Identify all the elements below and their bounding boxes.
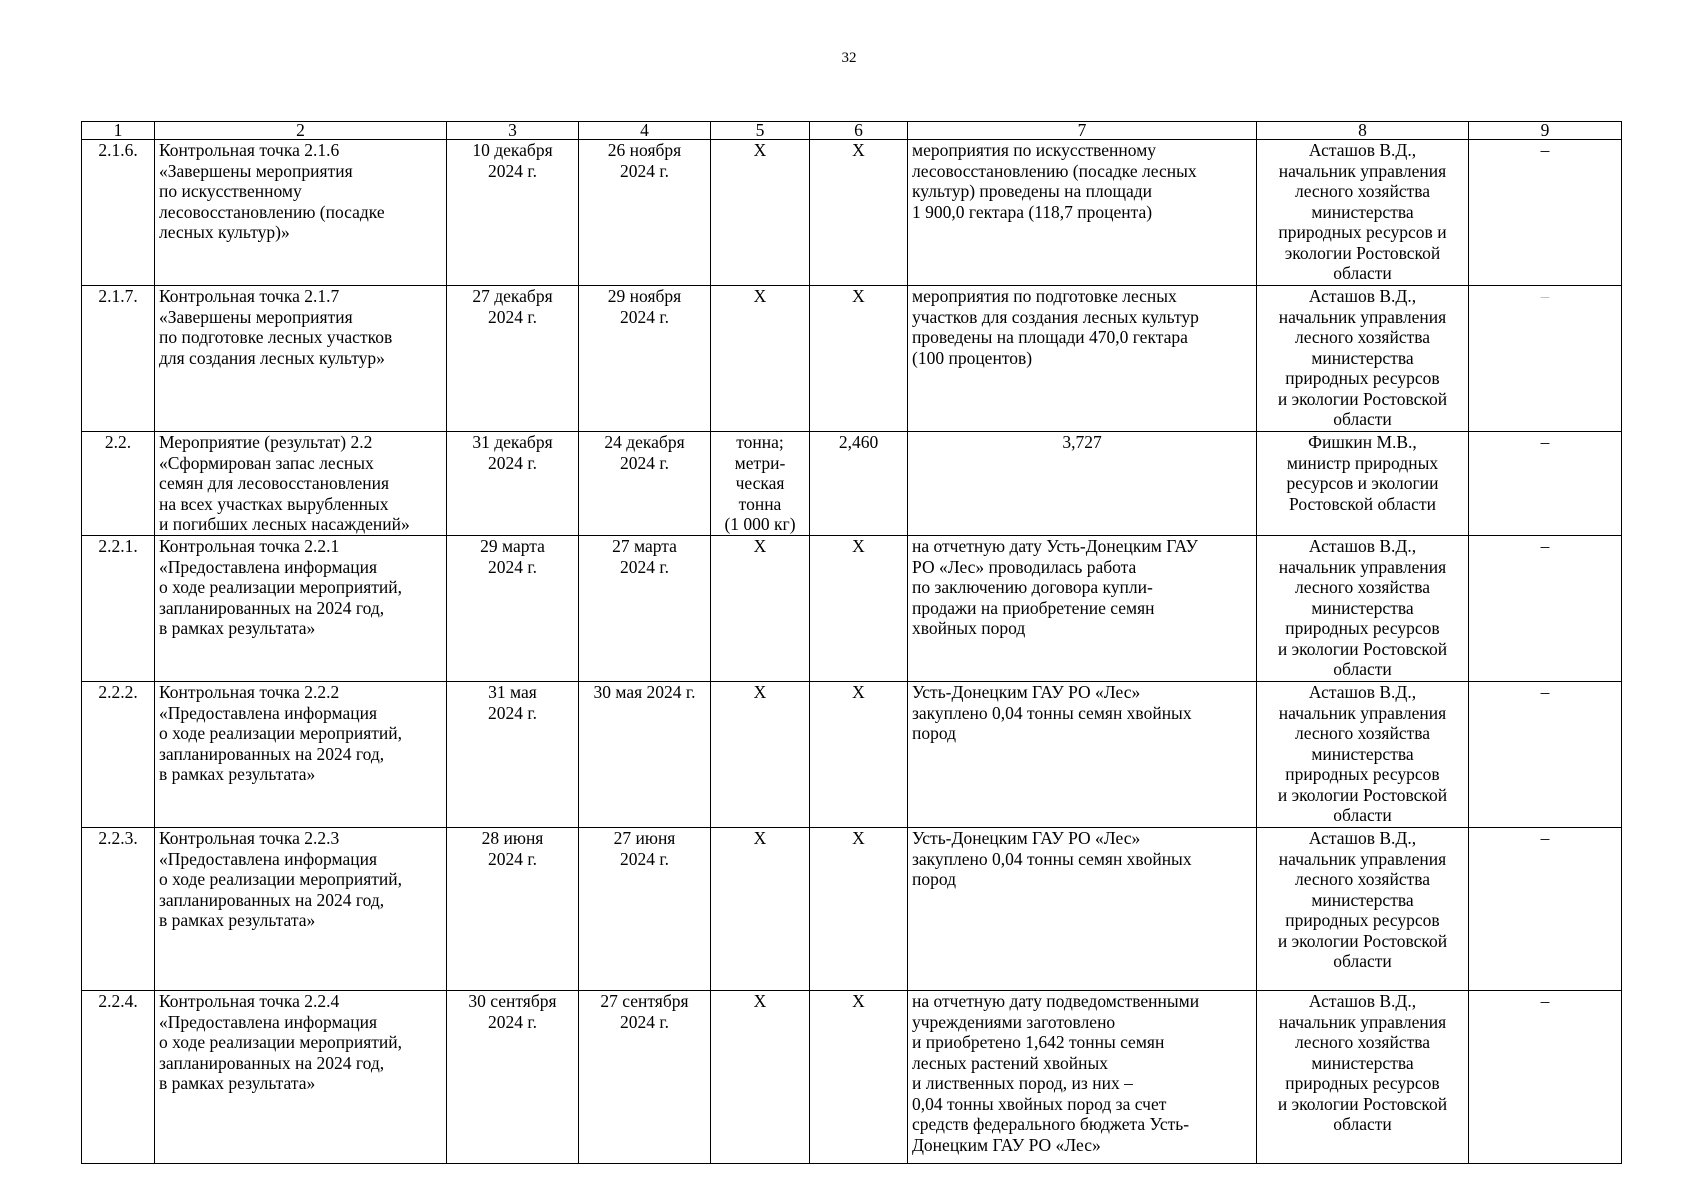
- cell-text-line: и приобретено 1,642 тонны семян: [912, 1032, 1165, 1052]
- cell-text-line: лесного хозяйства: [1294, 577, 1431, 597]
- cell-text-line: 2024 г.: [488, 702, 537, 723]
- unit-cell: [711, 432, 810, 536]
- table-row: [82, 991, 1622, 1164]
- responsible-cell: [1257, 536, 1469, 682]
- responsible-cell: [1257, 682, 1469, 828]
- plan-date-cell: [447, 991, 579, 1164]
- cell-text-line: природных ресурсов: [1285, 910, 1440, 930]
- cell-text-line: запланированных на 2024 год,: [159, 743, 385, 764]
- cell-text-line: области: [1333, 951, 1392, 971]
- cell-text-line: Асташов В.Д.,: [1308, 682, 1417, 702]
- cell-text-line: лесовосстановлению (посадке лесных: [912, 160, 1197, 181]
- column-number: 7: [908, 122, 1257, 140]
- item-name-cell: [155, 682, 447, 828]
- unit-cell: [711, 828, 810, 991]
- value-cell: Х: [810, 828, 908, 991]
- fact-date-cell: [579, 286, 711, 432]
- cell-text-line: 2024 г.: [488, 556, 537, 577]
- cell-text-line: лесного хозяйства: [1294, 1032, 1431, 1052]
- cell-text-line: Х: [753, 991, 767, 1011]
- cell-text-line: лесного хозяйства: [1294, 327, 1431, 347]
- cell-text-line: 3,727: [1062, 432, 1102, 452]
- cell-text-line: пород: [912, 723, 957, 743]
- cell-text-line: и экологии Ростовской: [1277, 638, 1448, 659]
- note-cell: –: [1469, 286, 1622, 432]
- column-number: 8: [1257, 122, 1469, 140]
- cell-text-line: по искусственному: [159, 181, 302, 201]
- cell-text-line: лесовосстановлению (посадке: [159, 201, 385, 222]
- cell-text-line: 2024 г.: [620, 452, 669, 473]
- cell-text-line: 2024 г.: [620, 306, 669, 327]
- responsible-cell: [1257, 140, 1469, 286]
- cell-text-line: области: [1333, 409, 1392, 429]
- cell-text-line: 31 мая: [488, 682, 537, 702]
- row-number-cell: 2.2.4.: [82, 991, 155, 1164]
- cell-text-line: Контрольная точка 2.2.4: [159, 991, 340, 1011]
- cell-text-line: Асташов В.Д.,: [1308, 140, 1417, 160]
- plan-date-cell: [447, 286, 579, 432]
- cell-text-line: 27 декабря: [472, 286, 553, 306]
- cell-text-line: 27 марта: [612, 536, 677, 556]
- cell-text-line: ческая: [735, 473, 785, 493]
- cell-text-line: природных ресурсов: [1285, 368, 1440, 388]
- cell-text-line: на отчетную дату подведомственными: [912, 991, 1200, 1011]
- row-number-cell: 2.2.1.: [82, 536, 155, 682]
- cell-text-line: 2024 г.: [620, 556, 669, 577]
- cell-text-line: министр природных: [1286, 452, 1439, 473]
- cell-text-line: о ходе реализации мероприятий,: [159, 869, 403, 889]
- cell-text-line: «Завершены мероприятия: [159, 160, 353, 181]
- cell-text-line: 2024 г.: [620, 160, 669, 181]
- cell-text-line: о ходе реализации мероприятий,: [159, 1032, 403, 1052]
- fact-date-cell: [579, 991, 711, 1164]
- plan-date-cell: [447, 140, 579, 286]
- cell-text-line: Контрольная точка 2.2.2: [159, 682, 340, 702]
- cell-text-line: закуплено 0,04 тонны семян хвойных: [912, 848, 1192, 869]
- cell-text-line: Контрольная точка 2.2.1: [159, 536, 340, 556]
- cell-text-line: 2024 г.: [488, 160, 537, 181]
- cell-text-line: Усть-Донецким ГАУ РО «Лес»: [912, 682, 1141, 702]
- cell-text-line: начальник управления: [1278, 1011, 1447, 1032]
- responsible-cell: [1257, 991, 1469, 1164]
- cell-text-line: Х: [753, 828, 767, 848]
- cell-text-line: хвойных пород: [912, 618, 1026, 638]
- item-name-cell: [155, 991, 447, 1164]
- plan-date-cell: [447, 536, 579, 682]
- cell-text-line: 24 декабря: [604, 432, 685, 452]
- cell-text-line: и экологии Ростовской: [1277, 388, 1448, 409]
- plan-date-cell: [447, 828, 579, 991]
- cell-text-line: 2024 г.: [488, 452, 537, 473]
- unit-cell: [711, 140, 810, 286]
- cell-text-line: по подготовке лесных участков: [159, 327, 393, 347]
- item-name-cell: [155, 828, 447, 991]
- cell-text-line: 10 декабря: [472, 140, 553, 160]
- cell-text-line: 26 ноября: [607, 140, 682, 160]
- cell-text-line: 27 июня: [613, 828, 676, 848]
- note-cell: –: [1469, 432, 1622, 536]
- cell-text-line: Х: [753, 536, 767, 556]
- cell-text-line: 31 декабря: [472, 432, 553, 452]
- table-row: [82, 286, 1622, 432]
- column-number: 6: [810, 122, 908, 140]
- item-name-cell: [155, 140, 447, 286]
- cell-text-line: министерства: [1311, 347, 1414, 368]
- row-number-cell: 2.2.3.: [82, 828, 155, 991]
- value-cell: Х: [810, 991, 908, 1164]
- cell-text-line: в рамках результата»: [159, 1073, 316, 1093]
- cell-text-line: лесных растений хвойных: [912, 1052, 1109, 1073]
- cell-text-line: Асташов В.Д.,: [1308, 828, 1417, 848]
- cell-text-line: 30 сентября: [468, 991, 557, 1011]
- unit-cell: [711, 682, 810, 828]
- cell-text-line: «Предоставлена информация: [159, 702, 378, 723]
- table-row: [82, 140, 1622, 286]
- item-name-cell: [155, 432, 447, 536]
- cell-text-line: Х: [753, 140, 767, 160]
- unit-cell: [711, 991, 810, 1164]
- cell-text-line: и лиственных пород, из них –: [912, 1073, 1133, 1093]
- responsible-cell: [1257, 432, 1469, 536]
- note-cell: –: [1469, 991, 1622, 1164]
- cell-text-line: «Сформирован запас лесных: [159, 452, 374, 473]
- row-number-cell: 2.1.7.: [82, 286, 155, 432]
- cell-text-line: тонна: [738, 493, 782, 514]
- note-cell: –: [1469, 682, 1622, 828]
- cell-text-line: 2024 г.: [488, 1011, 537, 1032]
- cell-text-line: начальник управления: [1278, 848, 1447, 869]
- note-cell: –: [1469, 536, 1622, 682]
- cell-text-line: «Предоставлена информация: [159, 1011, 378, 1032]
- page-number: 32: [841, 50, 857, 66]
- cell-text-line: 2024 г.: [620, 848, 669, 869]
- cell-text-line: министерства: [1311, 201, 1414, 222]
- fact-date-cell: [579, 536, 711, 682]
- cell-text-line: о ходе реализации мероприятий,: [159, 723, 403, 743]
- plan-date-cell: [447, 682, 579, 828]
- unit-cell: [711, 286, 810, 432]
- plan-date-cell: [447, 432, 579, 536]
- cell-text-line: Х: [753, 286, 767, 306]
- value-cell: Х: [810, 682, 908, 828]
- cell-text-line: начальник управления: [1278, 160, 1447, 181]
- result-cell: [908, 682, 1257, 828]
- cell-text-line: области: [1333, 263, 1392, 283]
- cell-text-line: Контрольная точка 2.1.7: [159, 286, 340, 306]
- cell-text-line: ресурсов и экологии: [1286, 473, 1439, 493]
- fact-date-cell: [579, 828, 711, 991]
- table-row: [82, 682, 1622, 828]
- cell-text-line: пород: [912, 869, 957, 889]
- column-number: 1: [82, 122, 155, 140]
- value-cell: 2,460: [810, 432, 908, 536]
- fact-date-cell: [579, 682, 711, 828]
- responsible-cell: [1257, 828, 1469, 991]
- cell-text-line: области: [1333, 1114, 1392, 1134]
- cell-text-line: в рамках результата»: [159, 764, 316, 784]
- note-cell: –: [1469, 140, 1622, 286]
- cell-text-line: природных ресурсов и: [1278, 222, 1447, 242]
- table-row: [82, 828, 1622, 991]
- cell-text-line: 29 марта: [480, 536, 545, 556]
- cell-text-line: области: [1333, 805, 1392, 825]
- cell-text-line: Контрольная точка 2.2.3: [159, 828, 340, 848]
- cell-text-line: по заключению договора купли-: [912, 577, 1153, 597]
- cell-text-line: министерства: [1311, 1052, 1414, 1073]
- cell-text-line: и погибших лесных насаждений»: [159, 514, 410, 534]
- column-number: 9: [1469, 122, 1622, 140]
- cell-text-line: семян для лесовосстановления: [159, 473, 390, 493]
- cell-text-line: Асташов В.Д.,: [1308, 536, 1417, 556]
- cell-text-line: (100 процентов): [912, 347, 1033, 368]
- cell-text-line: запланированных на 2024 год,: [159, 889, 385, 910]
- cell-text-line: в рамках результата»: [159, 910, 316, 930]
- value-cell: Х: [810, 140, 908, 286]
- cell-text-line: 2024 г.: [620, 1011, 669, 1032]
- cell-text-line: Донецким ГАУ РО «Лес»: [912, 1134, 1101, 1155]
- cell-text-line: на всех участках вырубленных: [159, 493, 389, 514]
- cell-text-line: лесного хозяйства: [1294, 181, 1431, 201]
- column-number-row: [82, 122, 1622, 140]
- cell-text-line: РО «Лес» проводилась работа: [912, 556, 1137, 577]
- fact-date-cell: [579, 432, 711, 536]
- result-cell: [908, 991, 1257, 1164]
- cell-text-line: Фишкин М.В.,: [1308, 432, 1417, 452]
- cell-text-line: лесного хозяйства: [1294, 869, 1431, 889]
- item-name-cell: [155, 536, 447, 682]
- fact-date-cell: [579, 140, 711, 286]
- column-number: 4: [579, 122, 711, 140]
- cell-text-line: 2024 г.: [488, 306, 537, 327]
- result-cell: [908, 140, 1257, 286]
- cell-text-line: Ростовской области: [1289, 493, 1436, 514]
- cell-text-line: министерства: [1311, 743, 1414, 764]
- cell-text-line: учреждениями заготовлено: [912, 1011, 1116, 1032]
- cell-text-line: лесного хозяйства: [1294, 723, 1431, 743]
- cell-text-line: запланированных на 2024 год,: [159, 597, 385, 618]
- cell-text-line: на отчетную дату Усть-Донецким ГАУ: [912, 536, 1198, 556]
- cell-text-line: проведены на площади 470,0 гектара: [912, 327, 1188, 347]
- column-number: 5: [711, 122, 810, 140]
- table-row: [82, 432, 1622, 536]
- cell-text-line: природных ресурсов: [1285, 618, 1440, 638]
- cell-text-line: природных ресурсов: [1285, 1073, 1440, 1093]
- cell-text-line: для создания лесных культур»: [159, 347, 385, 368]
- cell-text-line: и экологии Ростовской: [1277, 930, 1448, 951]
- result-cell: [908, 536, 1257, 682]
- row-number-cell: 2.2.2.: [82, 682, 155, 828]
- cell-text-line: 27 сентября: [600, 991, 689, 1011]
- cell-text-line: природных ресурсов: [1285, 764, 1440, 784]
- cell-text-line: Контрольная точка 2.1.6: [159, 140, 340, 160]
- result-cell: [908, 286, 1257, 432]
- note-cell: –: [1469, 828, 1622, 991]
- cell-text-line: 28 июня: [481, 828, 544, 848]
- cell-text-line: начальник управления: [1278, 556, 1447, 577]
- cell-text-line: министерства: [1311, 889, 1414, 910]
- cell-text-line: мероприятия по искусственному: [912, 140, 1157, 160]
- cell-text-line: мероприятия по подготовке лесных: [912, 286, 1177, 306]
- value-cell: Х: [810, 536, 908, 682]
- cell-text-line: и экологии Ростовской: [1277, 1093, 1448, 1114]
- cell-text-line: лесных культур)»: [159, 222, 290, 242]
- cell-text-line: «Предоставлена информация: [159, 556, 378, 577]
- unit-cell: [711, 536, 810, 682]
- report-table: [81, 121, 1622, 1164]
- cell-text-line: «Завершены мероприятия: [159, 306, 353, 327]
- column-number: 3: [447, 122, 579, 140]
- row-number-cell: 2.2.: [82, 432, 155, 536]
- value-cell: Х: [810, 286, 908, 432]
- cell-text-line: продажи на приобретение семян: [912, 597, 1155, 618]
- column-number: 2: [155, 122, 447, 140]
- cell-text-line: культур) проведены на площади: [912, 181, 1153, 201]
- cell-text-line: Асташов В.Д.,: [1308, 991, 1417, 1011]
- cell-text-line: Асташов В.Д.,: [1308, 286, 1417, 306]
- result-cell: [908, 432, 1257, 536]
- cell-text-line: «Предоставлена информация: [159, 848, 378, 869]
- result-cell: [908, 828, 1257, 991]
- cell-text-line: Мероприятие (результат) 2.2: [159, 432, 373, 452]
- cell-text-line: закуплено 0,04 тонны семян хвойных: [912, 702, 1192, 723]
- cell-text-line: о ходе реализации мероприятий,: [159, 577, 403, 597]
- cell-text-line: и экологии Ростовской: [1277, 784, 1448, 805]
- cell-text-line: 29 ноября: [607, 286, 682, 306]
- cell-text-line: области: [1333, 659, 1392, 679]
- cell-text-line: 0,04 тонны хвойных пород за счет: [912, 1093, 1167, 1114]
- cell-text-line: Усть-Донецким ГАУ РО «Лес»: [912, 828, 1141, 848]
- cell-text-line: тонна;: [736, 432, 784, 452]
- cell-text-line: участков для создания лесных культур: [912, 306, 1199, 327]
- cell-text-line: (1 000 кг): [724, 514, 796, 534]
- cell-text-line: начальник управления: [1278, 306, 1447, 327]
- cell-text-line: министерства: [1311, 597, 1414, 618]
- item-name-cell: [155, 286, 447, 432]
- cell-text-line: 30 мая 2024 г.: [593, 682, 696, 702]
- cell-text-line: в рамках результата»: [159, 618, 316, 638]
- cell-text-line: экологии Ростовской: [1284, 242, 1441, 263]
- row-number-cell: 2.1.6.: [82, 140, 155, 286]
- cell-text-line: запланированных на 2024 год,: [159, 1052, 385, 1073]
- responsible-cell: [1257, 286, 1469, 432]
- cell-text-line: средств федерального бюджета Усть-: [912, 1114, 1190, 1134]
- cell-text-line: метри-: [734, 452, 786, 473]
- cell-text-line: начальник управления: [1278, 702, 1447, 723]
- cell-text-line: Х: [753, 682, 767, 702]
- table-row: [82, 536, 1622, 682]
- cell-text-line: 1 900,0 гектара (118,7 процента): [912, 201, 1153, 222]
- cell-text-line: 2024 г.: [488, 848, 537, 869]
